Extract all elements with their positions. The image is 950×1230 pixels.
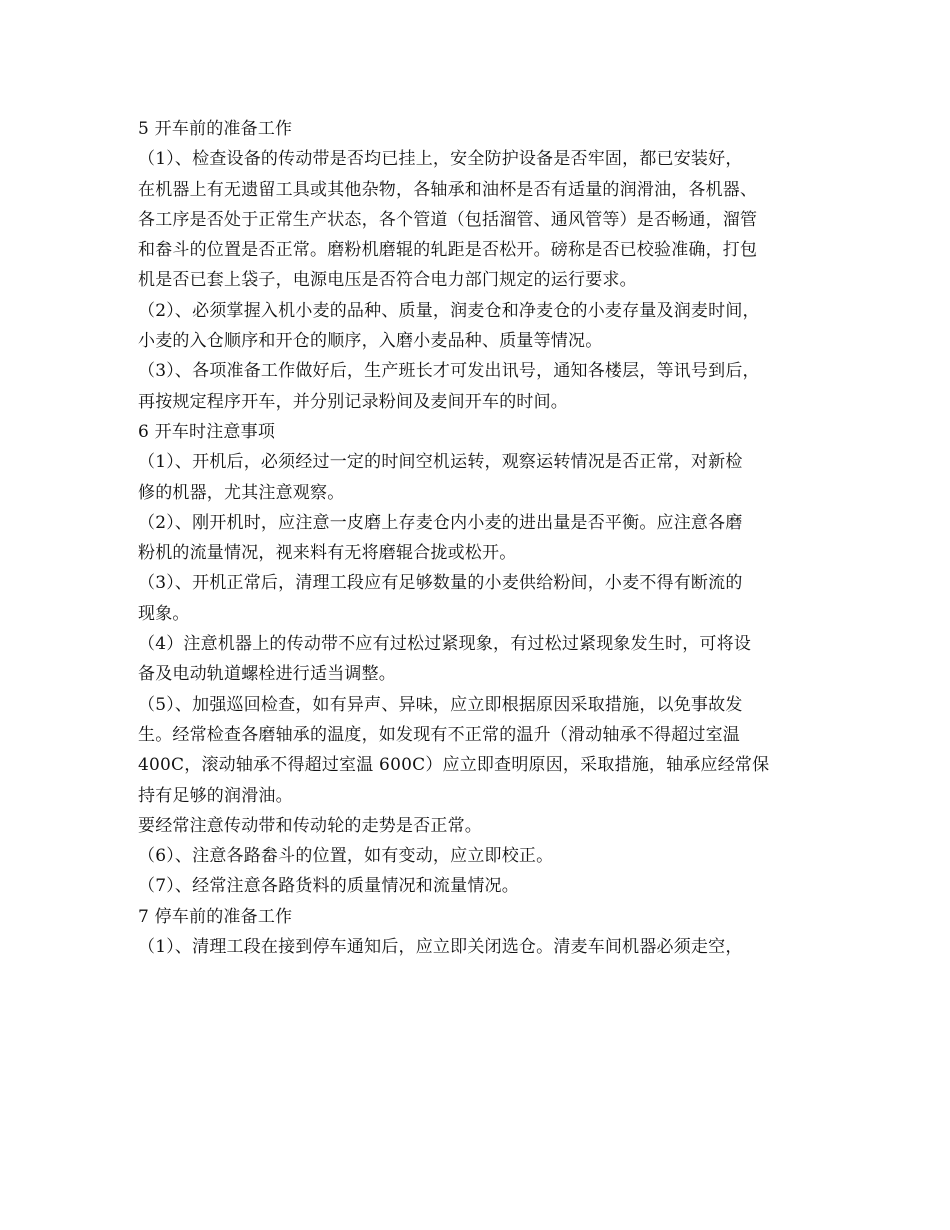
paragraph-line: 生。经常检查各磨轴承的温度，如发现有不正常的温升（滑动轴承不得超过室温 — [138, 724, 740, 745]
paragraph-line: 现象。 — [138, 603, 190, 624]
paragraph-line: 粉机的流量情况，视来料有无将磨辊合拢或松开。 — [138, 543, 517, 564]
paragraph-line: 要经常注意传动带和传动轮的走势是否正常。 — [138, 815, 482, 836]
paragraph-line: 修的机器，尤其注意观察。 — [138, 482, 345, 503]
paragraph-line: 小麦的入仓顺序和开仓的顺序，入磨小麦品种、质量等情况。 — [138, 331, 603, 352]
section-heading-7: 7 停车前的准备工作 — [138, 906, 293, 927]
paragraph-line: 和畚斗的位置是否正常。磨粉机磨辊的轧距是否松开。磅称是否已校验准确，打包 — [138, 240, 758, 261]
paragraph-line: 备及电动轨道螺栓进行适当调整。 — [138, 664, 396, 685]
paragraph-line: 再按规定程序开车，并分别记录粉间及麦间开车的时间。 — [138, 391, 568, 412]
paragraph-line: （1）、检查设备的传动带是否均已挂上，安全防护设备是否牢固，都已安装好， — [138, 149, 743, 170]
paragraph-line: 400C，滚动轴承不得超过室温 600C）应立即查明原因，采取措施，轴承应经常保 — [138, 755, 770, 776]
paragraph-line: （5）、加强巡回检查，如有异声、异味，应立即根据原因采取措施，以免事故发 — [138, 694, 743, 715]
paragraph-line: 在机器上有无遗留工具或其他杂物，各轴承和油杯是否有适量的润滑油，各机器、 — [138, 179, 758, 200]
paragraph-line: （2）、刚开机时，应注意一皮磨上存麦仓内小麦的进出量是否平衡。应注意各磨 — [138, 512, 743, 533]
paragraph-line: （4）注意机器上的传动带不应有过松过紧现象，有过松过紧现象发生时，可将设 — [138, 634, 752, 655]
section-heading-6: 6 开车时注意事项 — [138, 421, 276, 442]
paragraph-line: 机是否已套上袋子，电源电压是否符合电力部门规定的运行要求。 — [138, 270, 637, 291]
paragraph-line: （2）、必须掌握入机小麦的品种、质量，润麦仓和净麦仓的小麦存量及润麦时间， — [138, 300, 760, 321]
section-heading-5: 5 开车前的准备工作 — [138, 119, 293, 139]
paragraph-line: （1）、开机后，必须经过一定的时间空机运转，观察运转情况是否正常，对新检 — [138, 452, 743, 473]
paragraph-line: 持有足够的润滑油。 — [138, 785, 293, 806]
paragraph-line: （3）、开机正常后，清理工段应有足够数量的小麦供给粉间，小麦不得有断流的 — [138, 573, 743, 594]
paragraph-line: （3）、各项准备工作做好后，生产班长才可发出讯号，通知各楼层，等讯号到后， — [138, 361, 760, 382]
document-page — [138, 114, 828, 962]
paragraph-line: （6）、注意各路畚斗的位置，如有变动，应立即校正。 — [138, 846, 554, 867]
paragraph-line: （1）、清理工段在接到停车通知后，应立即关闭选仓。清麦车间机器必须走空， — [138, 937, 743, 958]
paragraph-line: 各工序是否处于正常生产状态，各个管道（包括溜管、通风管等）是否畅通，溜管 — [138, 209, 758, 230]
paragraph-line: （7）、经常注意各路货料的质量情况和流量情况。 — [138, 876, 519, 897]
